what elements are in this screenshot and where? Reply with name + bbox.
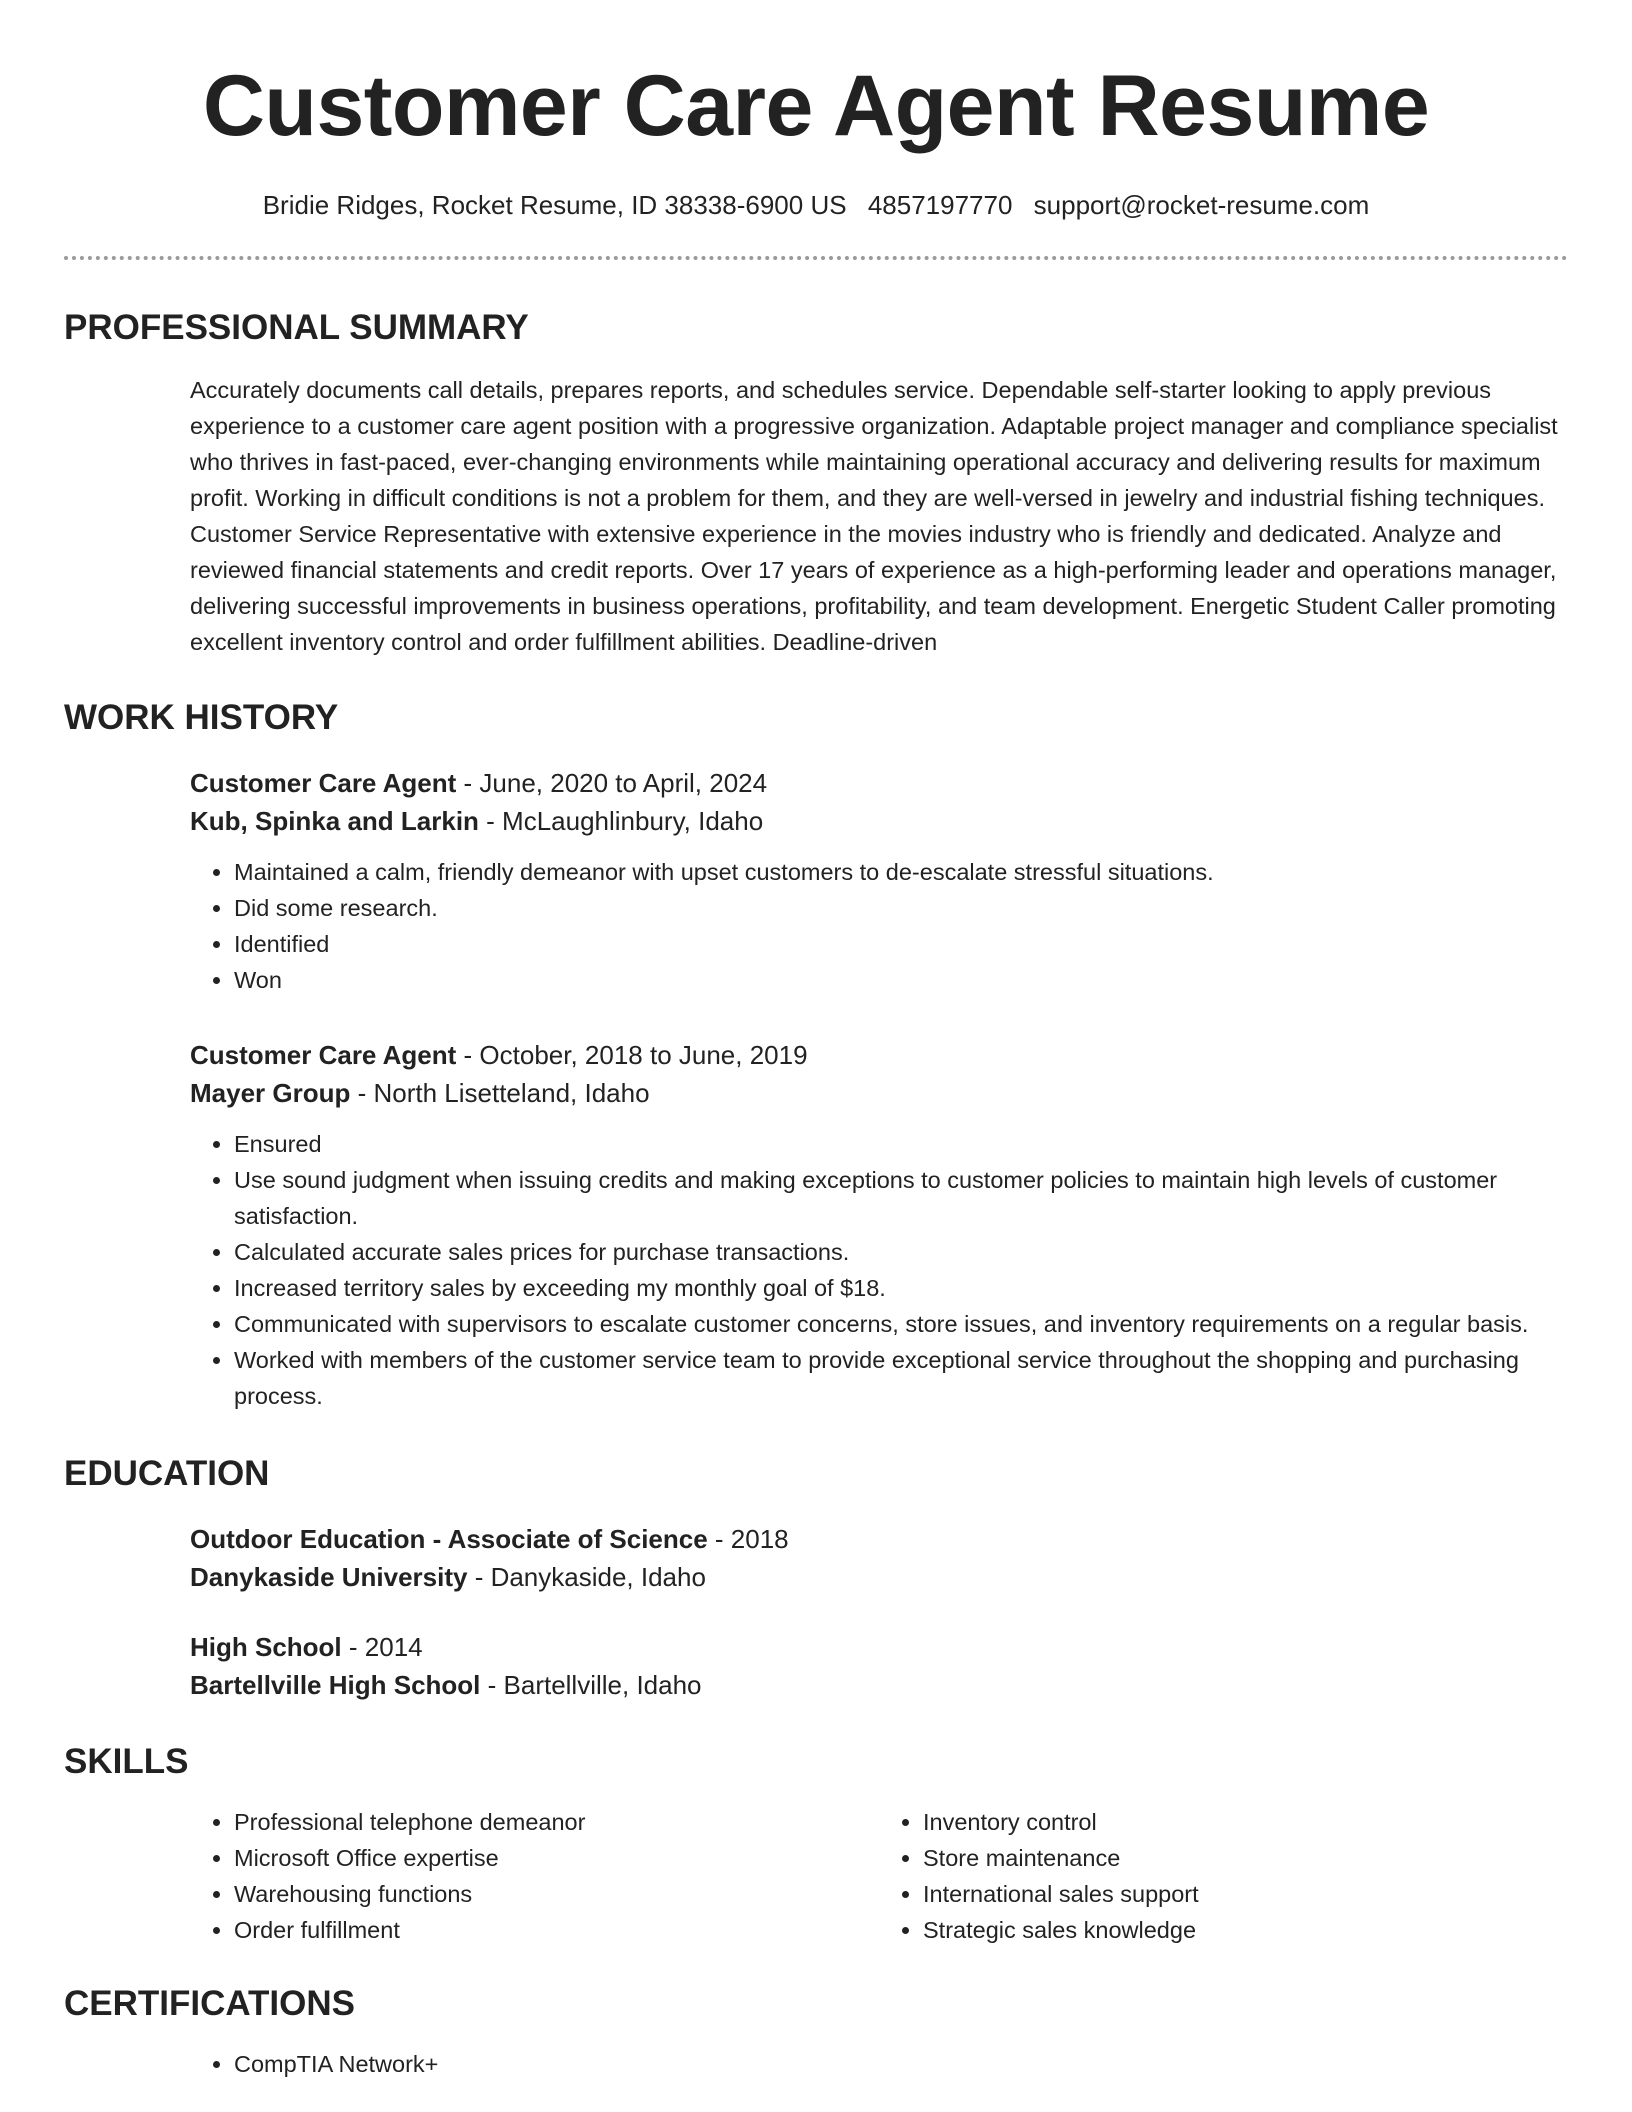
skill-item: • Microsoft Office expertise: [234, 1840, 879, 1876]
job-bullets: [190, 1126, 1568, 1414]
skills-column-left: [190, 1804, 879, 1948]
contact-email: support@rocket-resume.com: [1033, 190, 1370, 220]
skill-item: • Order fulfillment: [234, 1912, 879, 1948]
contact-phone: 4857197770: [867, 190, 1013, 220]
education-degree-line: [190, 1628, 1568, 1666]
job-bullet: • Did some research.: [234, 890, 1568, 926]
job-bullets: [190, 854, 1568, 998]
job-bullet: • Won: [234, 962, 1568, 998]
job-company: Mayer Group: [190, 1078, 351, 1108]
job-bullet: • Maintained a calm, friendly demeanor with upset customers to de-escalate stressful situations.: [234, 854, 1568, 890]
job-company: Kub, Spinka and Larkin: [190, 806, 479, 836]
job-title: Customer Care Agent: [190, 768, 457, 798]
education-location: - Bartellville, Idaho: [480, 1670, 702, 1700]
skills-grid: [190, 1804, 1568, 1948]
job-bullet: • Worked with members of the customer service team to provide exceptional service throughout the shopping and purchasing process.: [234, 1342, 1568, 1414]
job-title: Customer Care Agent: [190, 1040, 457, 1070]
job-location: - North Lisetteland, Idaho: [350, 1078, 650, 1108]
certification-bullets: [190, 2046, 1568, 2082]
job-entry: [190, 764, 1568, 998]
skill-item: • Professional telephone demeanor: [234, 1804, 879, 1840]
education-school: Bartellville High School: [190, 1670, 481, 1700]
education-degree-line: [190, 1520, 1568, 1558]
certifications-list: [190, 2046, 1568, 2082]
job-bullet: • Ensured: [234, 1126, 1568, 1162]
job-company-line: [190, 1074, 1568, 1112]
education-degree: High School: [190, 1632, 342, 1662]
education-entry: [190, 1520, 1568, 1596]
skill-item: • Inventory control: [923, 1804, 1568, 1840]
job-bullet: • Identified: [234, 926, 1568, 962]
header-divider: [64, 256, 1568, 260]
contact-address: Bridie Ridges, Rocket Resume, ID 38338-6900 US: [262, 190, 847, 220]
education-location: - Danykaside, Idaho: [467, 1562, 706, 1592]
skill-item: • Warehousing functions: [234, 1876, 879, 1912]
job-dates: - June, 2020 to April, 2024: [456, 768, 768, 798]
summary-heading: PROFESSIONAL SUMMARY: [64, 308, 529, 347]
education-entry: [190, 1628, 1568, 1704]
certification-item: • CompTIA Network+: [234, 2046, 1568, 2082]
skill-item: • Store maintenance: [923, 1840, 1568, 1876]
education-degree: Outdoor Education - Associate of Science: [190, 1524, 708, 1554]
certifications-heading: CERTIFICATIONS: [64, 1984, 356, 2023]
job-dates: - October, 2018 to June, 2019: [456, 1040, 808, 1070]
education-year: - 2014: [341, 1632, 423, 1662]
job-bullet: • Communicated with supervisors to escalate customer concerns, store issues, and inventory requirements on a regular basis.: [234, 1306, 1568, 1342]
skill-item: • Strategic sales knowledge: [923, 1912, 1568, 1948]
job-bullet: • Increased territory sales by exceeding my monthly goal of $18.: [234, 1270, 1568, 1306]
job-title-line: [190, 764, 1568, 802]
education-year: - 2018: [707, 1524, 789, 1554]
skills-heading: SKILLS: [64, 1742, 189, 1781]
work-history-heading: WORK HISTORY: [64, 698, 339, 737]
job-bullet: • Use sound judgment when issuing credits and making exceptions to customer policies to maintain high levels of customer satisfaction.: [234, 1162, 1568, 1234]
job-company-line: [190, 802, 1568, 840]
education-heading: EDUCATION: [64, 1454, 270, 1493]
job-location: - McLaughlinbury, Idaho: [478, 806, 764, 836]
skills-column-right: [879, 1804, 1568, 1948]
education-school-line: [190, 1666, 1568, 1704]
job-title-line: [190, 1036, 1568, 1074]
skill-item: • International sales support: [923, 1876, 1568, 1912]
contact-line: [64, 188, 1568, 222]
job-bullet: • Calculated accurate sales prices for purchase transactions.: [234, 1234, 1568, 1270]
summary-text: Accurately documents call details, prepares reports, and schedules service. Dependable self-starter looking to apply previous experience to a customer care agent position with a progressive organization. Adaptable project manager and compliance specialist who thrives in fast-paced, ever-changing environments while maintaining operational accuracy and delivering results for maximum profit. Working in difficult conditions is not a problem for them, and they are well-versed in jewelry and industrial fishing techniques. Customer Service Representative with extensive experience in the movies industry who is friendly and dedicated. Analyze and reviewed financial statements and credit reports. Over 17 years of experience as a high-performing leader and operations manager, delivering successful improvements in business operations, profitability, and team development. Energetic Student Caller promoting excellent inventory control and order fulfillment abilities. Deadline-driven: [190, 377, 1558, 655]
resume-title: Customer Care Agent Resume: [202, 58, 1430, 154]
job-entry: [190, 1036, 1568, 1414]
education-school: Danykaside University: [190, 1562, 468, 1592]
education-school-line: [190, 1558, 1568, 1596]
